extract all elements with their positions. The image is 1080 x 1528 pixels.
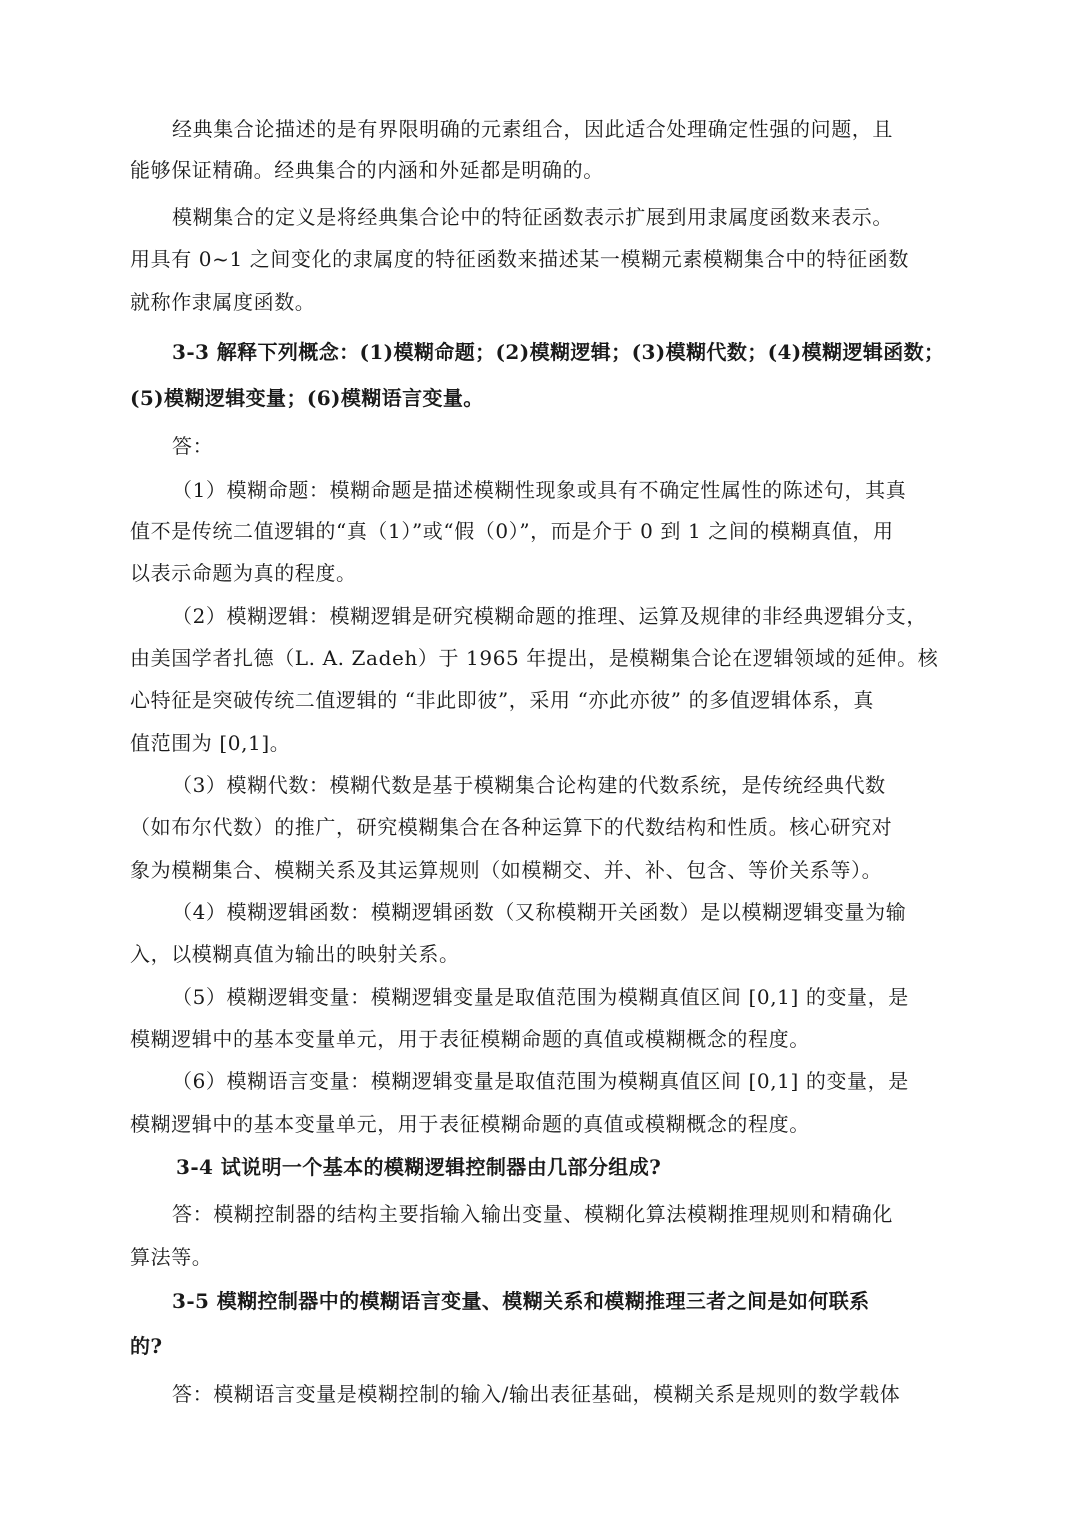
- text-line: （如布尔代数）的推广，研究模糊集合在各种运算下的代数结构和性质。核心研究对: [130, 815, 893, 839]
- text-line: 算法等。: [130, 1245, 213, 1269]
- text-line: 入，以模糊真值为输出的映射关系。: [130, 942, 460, 966]
- text-line: 就称作隶属度函数。: [130, 290, 316, 314]
- text-line: 用具有 0~1 之间变化的隶属度的特征函数来描述某一模糊元素模糊集合中的特征函数: [130, 247, 909, 271]
- text-line: 模糊逻辑中的基本变量单元，用于表征模糊命题的真值或模糊概念的程度。: [130, 1027, 810, 1051]
- question-heading: 3-5 模糊控制器中的模糊语言变量、模糊关系和模糊推理三者之间是如何联系: [172, 1289, 870, 1313]
- text-line: 心特征是突破传统二值逻辑的 “非此即彼”，采用 “亦此亦彼” 的多值逻辑体系，真: [130, 688, 874, 712]
- question-heading: 3-4 试说明一个基本的模糊逻辑控制器由几部分组成?: [176, 1155, 662, 1179]
- text-line: （4）模糊逻辑函数：模糊逻辑函数（又称模糊开关函数）是以模糊逻辑变量为输: [172, 900, 907, 924]
- text-line: 模糊集合的定义是将经典集合论中的特征函数表示扩展到用隶属度函数来表示。: [172, 205, 893, 229]
- text-line: （2）模糊逻辑：模糊逻辑是研究模糊命题的推理、运算及规律的非经典逻辑分支，: [172, 604, 927, 628]
- text-line: 答：模糊语言变量是模糊控制的输入/输出表征基础，模糊关系是规则的数学载体: [172, 1382, 901, 1406]
- question-heading: 3-3 解释下列概念：(1)模糊命题；(2)模糊逻辑；(3)模糊代数；(4)模糊逻辑函数；: [172, 340, 945, 364]
- text-line: （1）模糊命题：模糊命题是描述模糊性现象或具有不确定性属性的陈述句，其真: [172, 478, 907, 502]
- question-heading: 的?: [130, 1334, 163, 1358]
- question-heading: (5)模糊逻辑变量；(6)模糊语言变量。: [130, 386, 484, 410]
- answer-label: 答：: [172, 434, 214, 458]
- text-line: 答：模糊控制器的结构主要指输入输出变量、模糊化算法模糊推理规则和精确化: [172, 1202, 893, 1226]
- text-line: 值范围为 [0,1]。: [130, 731, 291, 755]
- text-line: 由美国学者扎德（L. A. Zadeh）于 1965 年提出，是模糊集合论在逻辑领域的延伸。核: [130, 646, 939, 670]
- text-line: （6）模糊语言变量：模糊逻辑变量是取值范围为模糊真值区间 [0,1] 的变量，是: [172, 1069, 909, 1093]
- text-line: 以表示命题为真的程度。: [130, 561, 357, 585]
- text-line: （3）模糊代数：模糊代数是基于模糊集合论构建的代数系统，是传统经典代数: [172, 773, 886, 797]
- text-line: 象为模糊集合、模糊关系及其运算规则（如模糊交、并、补、包含、等价关系等）。: [130, 858, 883, 882]
- text-line: （5）模糊逻辑变量：模糊逻辑变量是取值范围为模糊真值区间 [0,1] 的变量，是: [172, 985, 909, 1009]
- text-line: 经典集合论描述的是有界限明确的元素组合，因此适合处理确定性强的问题，且: [172, 117, 893, 141]
- text-line: 能够保证精确。经典集合的内涵和外延都是明确的。: [130, 158, 604, 182]
- text-line: 值不是传统二值逻辑的“真（1）”或“假（0）”，而是介于 0 到 1 之间的模糊真值，用: [130, 519, 894, 543]
- text-line: 模糊逻辑中的基本变量单元，用于表征模糊命题的真值或模糊概念的程度。: [130, 1112, 810, 1136]
